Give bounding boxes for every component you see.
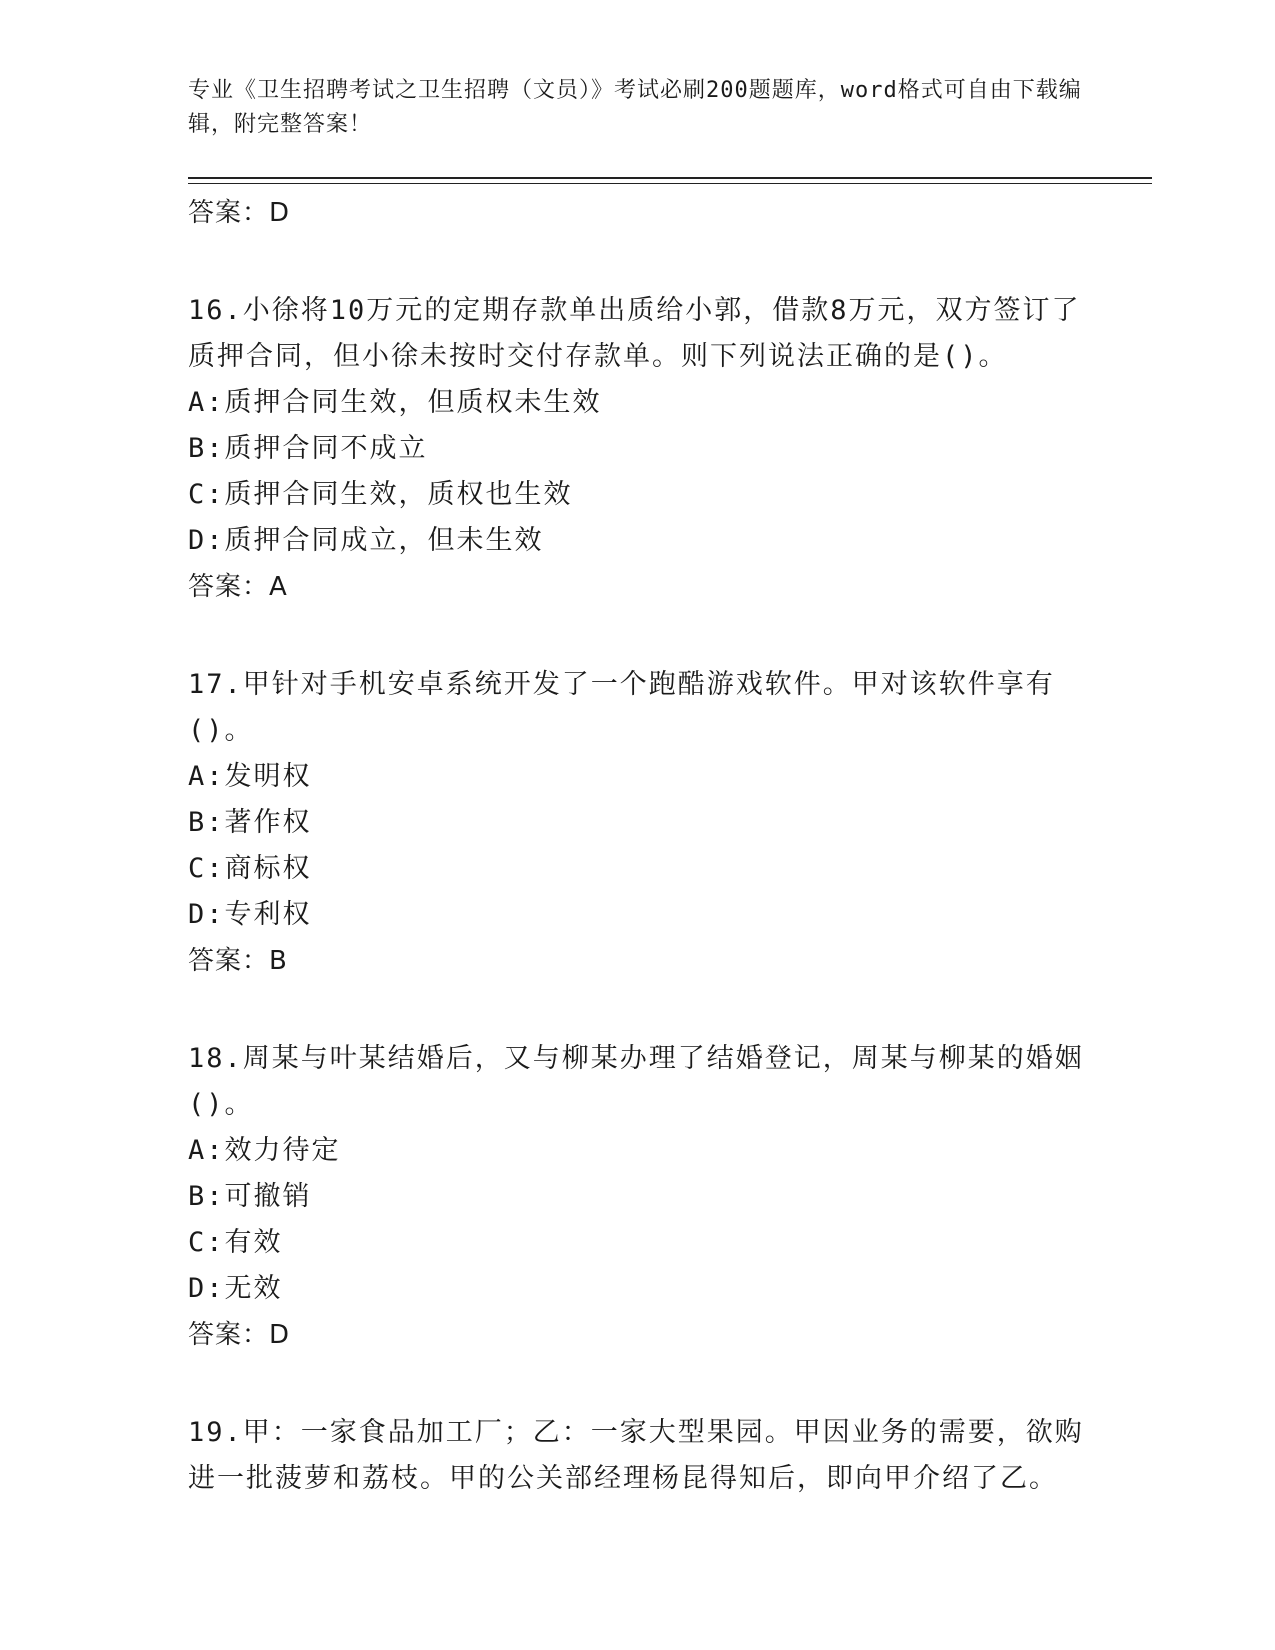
previous-answer: 答案：D: [188, 198, 291, 228]
option-a: A:发明权: [188, 761, 312, 792]
option-d: D:质押合同成立，但未生效: [188, 525, 544, 556]
question-stem: 18.周某与叶某结婚后，又与柳某办理了结婚登记，周某与柳某的婚姻()。: [188, 1043, 1084, 1120]
question-stem: 16.小徐将10万元的定期存款单出质给小郭，借款8万元，双方签订了质押合同，但小徐未按时交付存款单。则下列说法正确的是()。: [188, 295, 1081, 372]
option-a: A:效力待定: [188, 1135, 341, 1166]
answer-line: 答案：D: [188, 1320, 291, 1350]
answer-line: 答案：B: [188, 946, 288, 976]
header-divider-thin: [188, 183, 1152, 184]
header-divider-thick: [188, 177, 1152, 179]
question-stem: 17.甲针对手机安卓系统开发了一个跑酷游戏软件。甲对该软件享有()。: [188, 669, 1055, 746]
option-a: A:质押合同生效，但质权未生效: [188, 387, 602, 418]
option-b: B:著作权: [188, 807, 312, 838]
answer-line: 答案：A: [188, 572, 288, 602]
page-header-text: 专业《卫生招聘考试之卫生招聘（文员）》考试必刷200题题库，word格式可自由下载编辑，附完整答案！: [188, 78, 1082, 137]
option-c: C:有效: [188, 1227, 283, 1258]
option-c: C:商标权: [188, 853, 312, 884]
question-stem: 19.甲：一家食品加工厂；乙：一家大型果园。甲因业务的需要，欲购进一批菠萝和荔枝。甲的公关部经理杨昆得知后，即向甲介绍了乙。: [188, 1417, 1084, 1494]
question-content: [188, 190, 1088, 1502]
option-b: B:可撤销: [188, 1181, 312, 1212]
question-18: [188, 1036, 1088, 1358]
option-b: B:质押合同不成立: [188, 433, 428, 464]
question-16: [188, 288, 1088, 610]
option-d: D:专利权: [188, 899, 312, 930]
option-d: D:无效: [188, 1273, 283, 1304]
question-19: [188, 1410, 1088, 1502]
option-c: C:质押合同生效，质权也生效: [188, 479, 573, 510]
question-17: [188, 662, 1088, 984]
